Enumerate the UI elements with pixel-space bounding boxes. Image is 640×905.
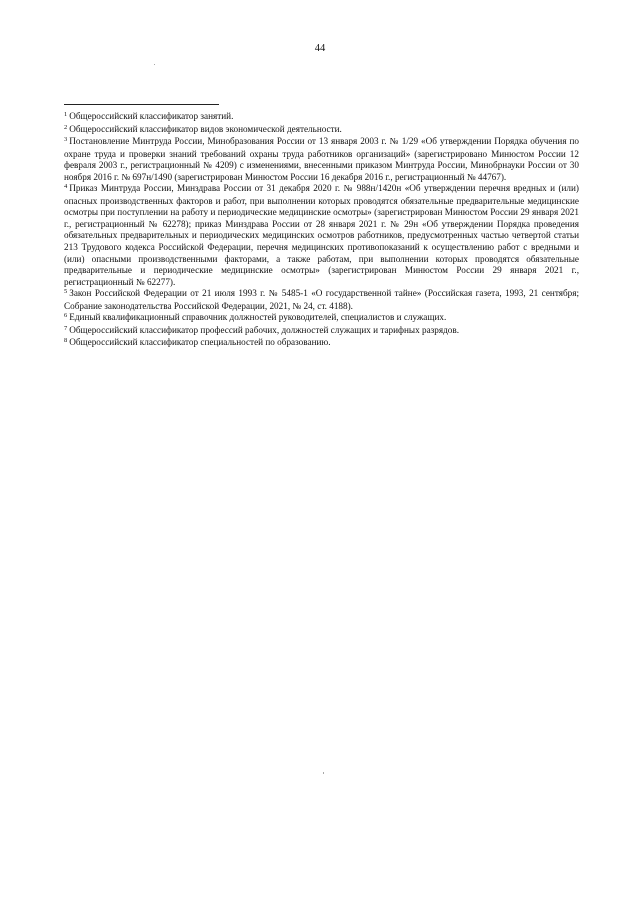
footnote-mark: 6 <box>64 312 68 320</box>
footnote-mark: 8 <box>64 337 68 345</box>
footnote-6 <box>64 312 579 325</box>
footnote-text: Закон Российской Федерации от 21 июля 1993 г. № 5485-1 «О государственной тайне» (Российская газета, 1993, 21 сентября; Собрание законодательства Российской Федерации, 2021, № 24, ст. 4188). <box>64 288 579 311</box>
footnotes <box>64 111 579 350</box>
footnote-text: Общероссийский классификатор видов экономической деятельности. <box>69 123 342 134</box>
footnote-4 <box>64 183 579 288</box>
footnote-5 <box>64 288 579 312</box>
scan-speck <box>323 772 324 774</box>
footnote-8 <box>64 337 579 350</box>
footnote-2 <box>64 124 579 137</box>
footnote-text: Общероссийский классификатор специальностей по образованию. <box>69 337 331 348</box>
scan-speck <box>154 64 155 65</box>
footnote-mark: 2 <box>64 123 68 131</box>
footnote-text: Единый квалификационный справочник должностей руководителей, специалистов и служащих. <box>69 312 447 323</box>
page-number: 44 <box>314 43 326 54</box>
footnote-mark: 4 <box>64 183 68 191</box>
footnote-mark: 3 <box>64 136 68 144</box>
footnote-text: Общероссийский классификатор занятий. <box>69 111 234 121</box>
footnote-mark: 5 <box>64 288 68 296</box>
footnote-1 <box>64 111 579 124</box>
footnote-7 <box>64 325 579 338</box>
footnote-text: Приказ Минтруда России, Минздрава России от 31 декабря 2020 г. № 988н/1420н «Об утверждении перечня вредных и (или) опасных производственных факторов и работ, при выполнении которых проводятся обязательные предварительные медицинские осмотры при поступлении на работу и периодические медицинские осмотры» (зарегистрирован Минюстом России 29 января 2021 г., регистрационный № 62278); приказ Минздрава России от 28 января 2021 г. № 29н «Об утверждении Порядка проведения обязательных предварительных и периодических медицинских осмотров работников, предусмотренных частью четвертой статьи 213 Трудового кодекса Российской Федерации, перечня медицинских противопоказаний к осуществлению работ с вредными и (или) опасными производственными факторами, а также работам, при выполнении которых проводятся обязательные предварительные и периодические медицинские осмотры» (зарегистрирован Минюстом России 29 января 2021 г., регистрационный № 62277). <box>64 183 579 287</box>
footnote-3 <box>64 136 579 183</box>
footnote-separator <box>64 104 219 105</box>
footnote-text: Постановление Минтруда России, Минобразования России от 13 января 2003 г. № 1/29 «Об утверждении Порядка обучения по охране труда и проверки знаний требований охраны труда работников организаций» (зарегистрировано Минюстом России 12 февраля 2003 г., регистрационный № 4209) с изменениями, внесенными приказом Минтруда России, Минобрнауки России от 30 ноября 2016 г. № 697н/1490 (зарегистрирован Минюстом России 16 декабря 2016 г., регистрационный № 44767). <box>64 136 579 182</box>
footnote-text: Общероссийский классификатор профессий рабочих, должностей служащих и тарифных разрядов. <box>69 324 460 335</box>
footnote-mark: 1 <box>64 111 68 118</box>
footnote-mark: 7 <box>64 324 68 332</box>
